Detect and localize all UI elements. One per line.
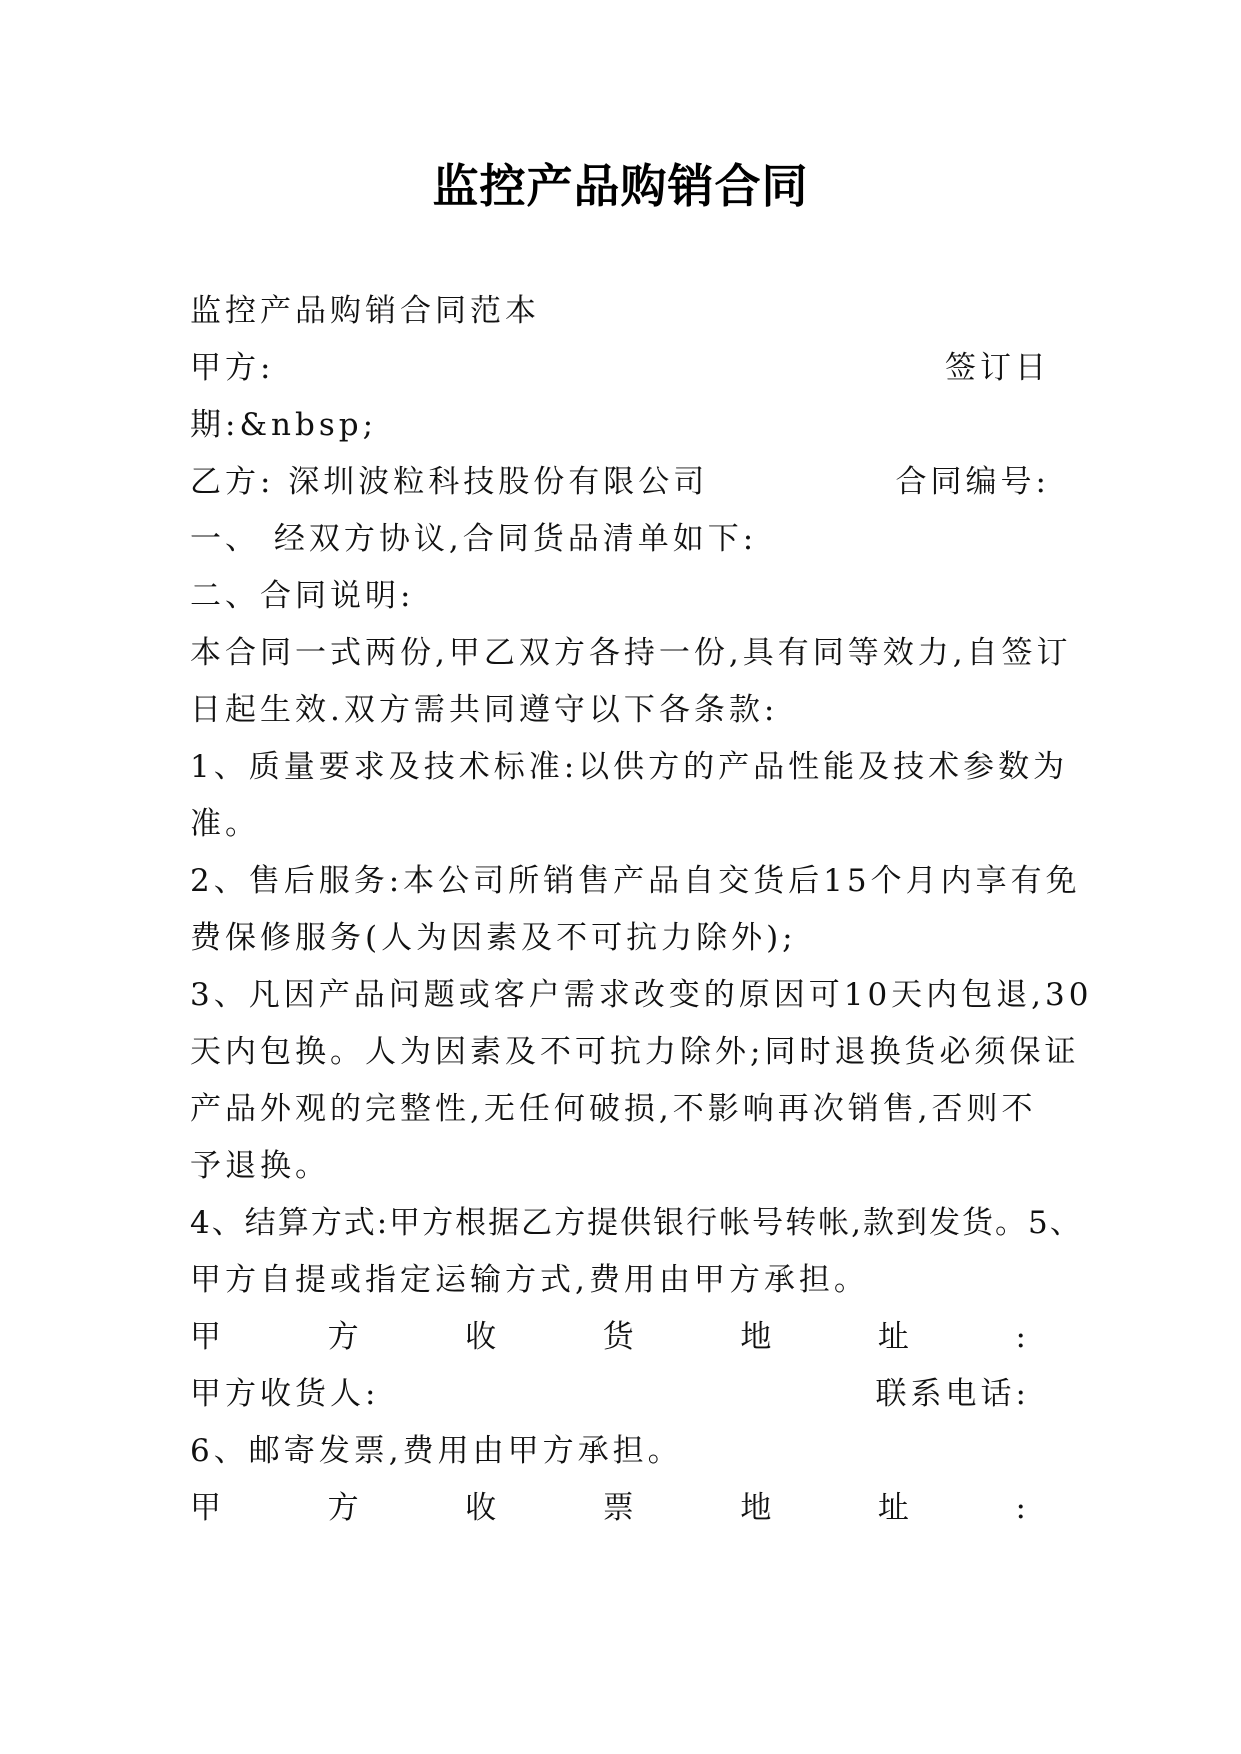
delivery-address-char: 地	[740, 1319, 776, 1355]
contract-number-label: 合同编号:	[895, 464, 1050, 500]
party-a-row	[190, 339, 1050, 397]
invoice-address-char: 址	[877, 1490, 913, 1526]
clause-6-line: 6、邮寄发票,费用由甲方承担。	[190, 1433, 683, 1469]
clause-3-line: 产品外观的完整性,无任何破损,不影响再次销售,否则不	[190, 1091, 1037, 1127]
delivery-address-char: 址	[877, 1319, 913, 1355]
receiver-label: 甲方收货人:	[190, 1376, 380, 1412]
clause-3-line: 予退换。	[190, 1148, 330, 1184]
invoice-address-char: 地	[740, 1490, 776, 1526]
intro-line: 本合同一式两份,甲乙双方各持一份,具有同等效力,自签订	[190, 635, 1072, 671]
invoice-address-char: 票	[602, 1490, 638, 1526]
sign-date-continued: 期:&nbsp;	[190, 407, 378, 443]
clause-3-line: 3、凡因产品问题或客户需求改变的原因可10天内包退,30	[190, 977, 1093, 1013]
section-1-heading: 一、 经双方协议,合同货品清单如下:	[190, 521, 758, 557]
receiver-row	[190, 1365, 1030, 1423]
invoice-address-row	[190, 1479, 1030, 1537]
invoice-address-char: 收	[465, 1490, 501, 1526]
delivery-address-char: :	[1015, 1319, 1030, 1355]
sign-date-label: 签订日	[945, 350, 1050, 386]
invoice-address-char: :	[1015, 1490, 1030, 1526]
section-2-heading: 二、合同说明:	[190, 578, 415, 614]
document-subtitle: 监控产品购销合同范本	[190, 293, 540, 329]
intro-line: 日起生效.双方需共同遵守以下各条款:	[190, 692, 779, 728]
delivery-address-char: 甲	[190, 1319, 225, 1355]
party-b-label: 乙方: 深圳波粒科技股份有限公司	[190, 464, 709, 500]
clause-2-line: 费保修服务(人为因素及不可抗力除外);	[190, 920, 797, 956]
clause-4-line: 4、结算方式:甲方根据乙方提供银行帐号转帐,款到发货。5、	[190, 1205, 1083, 1241]
delivery-address-row	[190, 1308, 1030, 1366]
document-title: 监控产品购销合同	[432, 159, 809, 213]
clause-2-line: 2、售后服务:本公司所销售产品自交货后15个月内享有免	[190, 863, 1081, 899]
invoice-address-char: 甲	[190, 1490, 225, 1526]
clause-4-line: 甲方自提或指定运输方式,费用由甲方承担。	[190, 1262, 869, 1298]
clause-1-line: 准。	[190, 806, 260, 842]
clause-3-line: 天内包换。人为因素及不可抗力除外;同时退换货必须保证	[190, 1034, 1080, 1070]
party-b-row	[190, 453, 1050, 511]
delivery-address-char: 货	[602, 1319, 638, 1355]
delivery-address-char: 方	[327, 1319, 363, 1355]
invoice-address-char: 方	[327, 1490, 363, 1526]
party-a-label: 甲方:	[190, 350, 275, 386]
clause-1-line: 1、质量要求及技术标准:以供方的产品性能及技术参数为	[190, 749, 1069, 785]
delivery-address-char: 收	[465, 1319, 501, 1355]
phone-label: 联系电话:	[875, 1376, 1030, 1412]
